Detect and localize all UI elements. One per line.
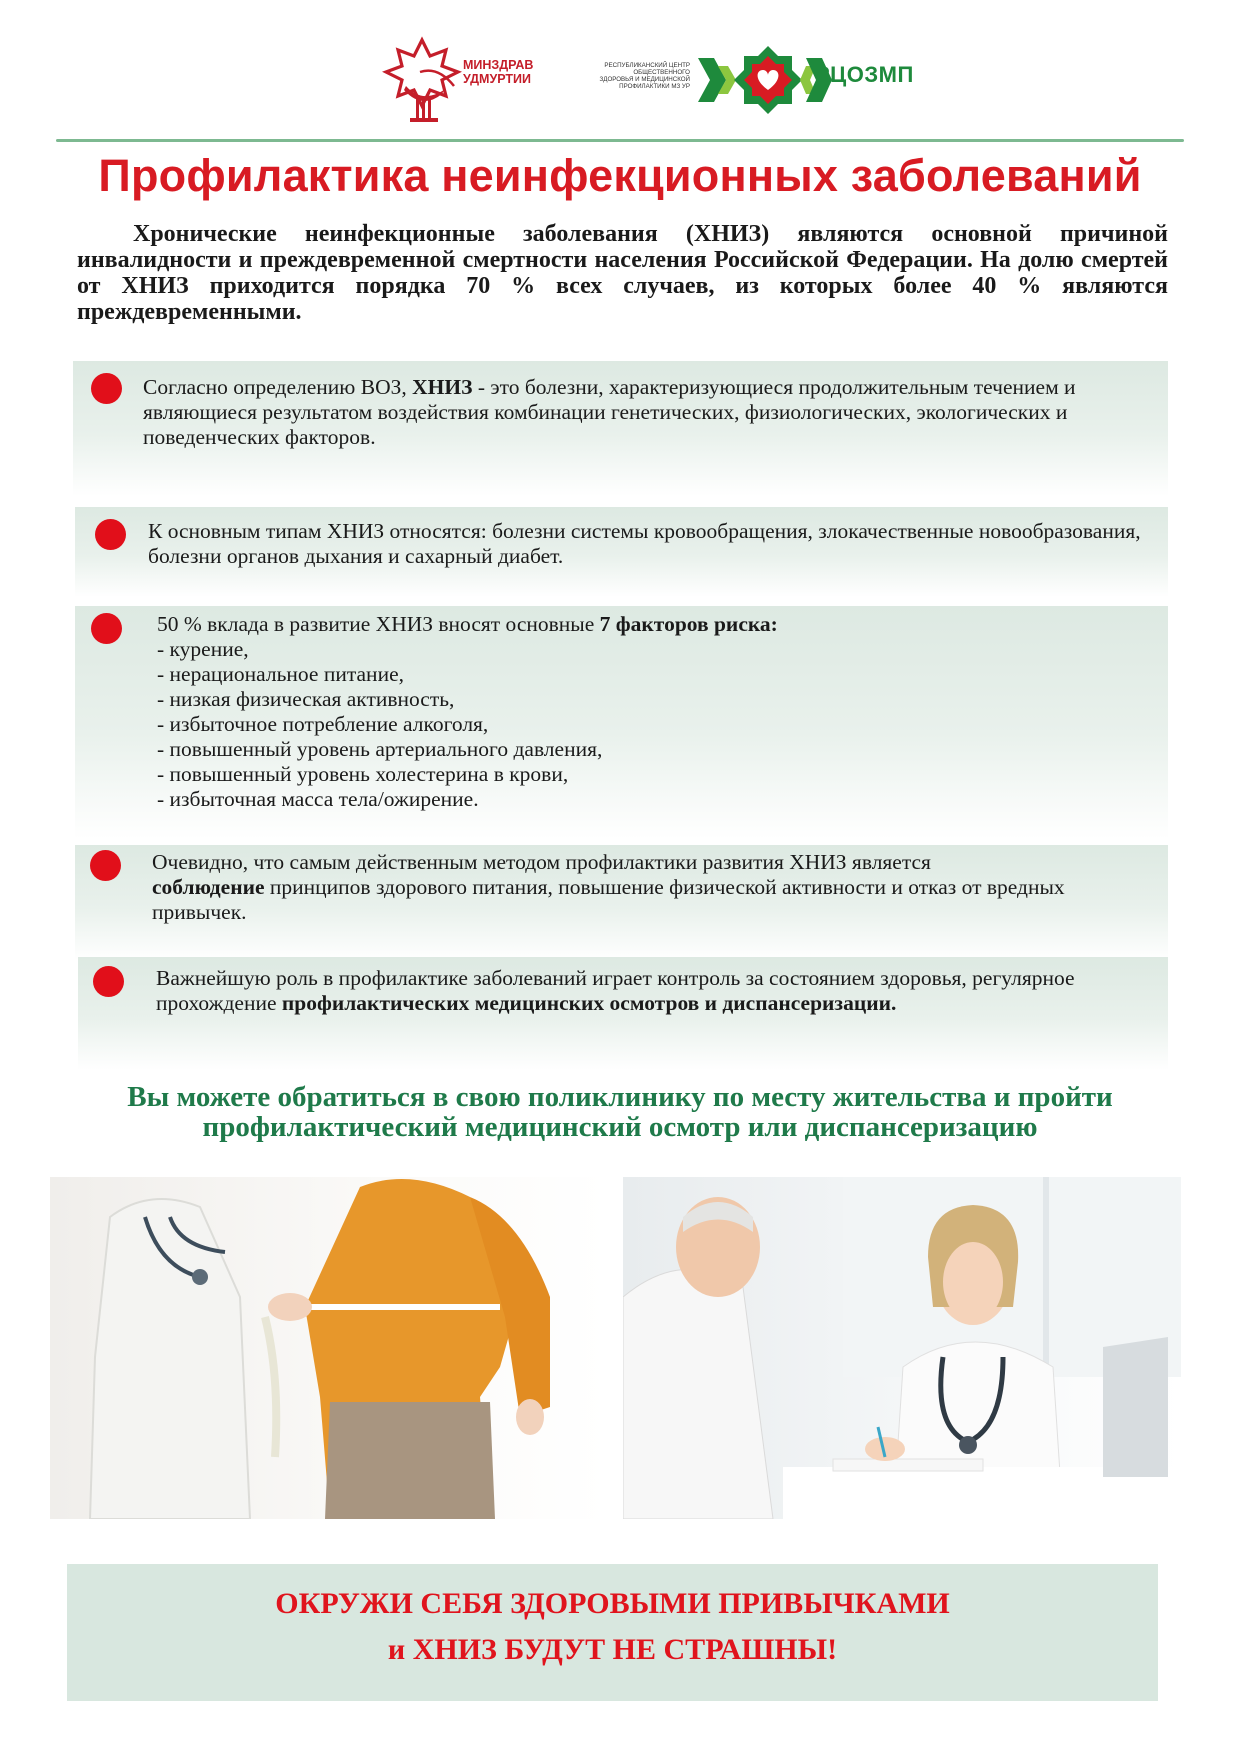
card-text-risk-factors: [157, 612, 1137, 812]
photo-doctor-consultation: [623, 1177, 1181, 1519]
list-item: - повышенный уровень холестерина в крови,: [157, 762, 569, 786]
photo-waist-measurement: [50, 1177, 608, 1519]
rcozmp-short-name: РЦОЗМП: [815, 62, 914, 87]
header-divider: [56, 139, 1184, 142]
list-item: - избыточное потребление алкоголя,: [157, 712, 489, 736]
card-text-checkups: Важнейшую роль в профилактике заболеваний играет контроль за состоянием здоровья, регулярное прохождение профилактических медицинских осмотров и диспансеризации.: [156, 966, 1075, 1015]
list-item: - избыточная масса тела/ожирение.: [157, 787, 479, 811]
card-text-prevention: Очевидно, что самым действенным методом профилактики развития ХНИЗ является соблюдение принципов здорового питания, повышение физической активности и отказ от вредных привычек.: [152, 850, 1065, 924]
list-item: - нерациональное питание,: [157, 662, 404, 686]
bullet-dot-icon: [93, 966, 124, 997]
list-item: - низкая физическая активность,: [157, 687, 455, 711]
bullet-dot-icon: [90, 850, 121, 881]
slogan-line-2: и ХНИЗ БУДУТ НЕ СТРАШНЫ!: [387, 1633, 838, 1666]
page-title: Профилактика неинфекционных заболеваний: [98, 150, 1142, 201]
doctor-consultation-illustration-icon: [623, 1177, 1181, 1519]
list-item: - курение,: [157, 637, 249, 661]
bullet-dot-icon: [91, 613, 122, 644]
call-to-action: Вы можете обратиться в свою поликлинику по месту жительства и пройти профилактический медицинский осмотр или диспансеризацию: [127, 1081, 1113, 1143]
list-item: - повышенный уровень артериального давления,: [157, 737, 603, 761]
risk-factors-lead: 50 % вклада в развитие ХНИЗ вносят основные 7 факторов риска:: [157, 612, 778, 636]
slogan-line-1: ОКРУЖИ СЕБЯ ЗДОРОВЫМИ ПРИВЫЧКАМИ: [275, 1587, 950, 1620]
slogan-text: [67, 1581, 1158, 1673]
card-text-types: К основным типам ХНИЗ относятся: болезни системы кровообращения, злокачественные новообразования, болезни органов дыхания и сахарный диабет.: [148, 519, 1141, 568]
waist-measurement-illustration-icon: [50, 1177, 608, 1519]
rcozmp-full-name: РЕСПУБЛИКАНСКИЙ ЦЕНТР ОБЩЕСТВЕННОГО ЗДОРОВЬЯ И МЕДИЦИНСКОЙ ПРОФИЛАКТИКИ МЗ УР: [599, 62, 690, 90]
bullet-dot-icon: [91, 373, 122, 404]
bullet-dot-icon: [95, 519, 126, 550]
risk-factors-list: [157, 637, 1137, 812]
intro-paragraph: Хронические неинфекционные заболевания (ХНИЗ) являются основной причиной инвалидности и преждевременной смертности населения Российской Федерации. На долю смертей от ХНИЗ приходится порядка 70 % всех случаев, из которых более 40 % являются преждевременными.: [77, 221, 1168, 325]
minzdrav-name: МИНЗДРАВ УДМУРТИИ: [463, 58, 534, 86]
card-text-definition: Согласно определению ВОЗ, ХНИЗ - это болезни, характеризующиеся продолжительным течением и являющиеся результатом воздействия комбинации генетических, физиологических, экологических и поведенческих факторов.: [143, 375, 1076, 449]
